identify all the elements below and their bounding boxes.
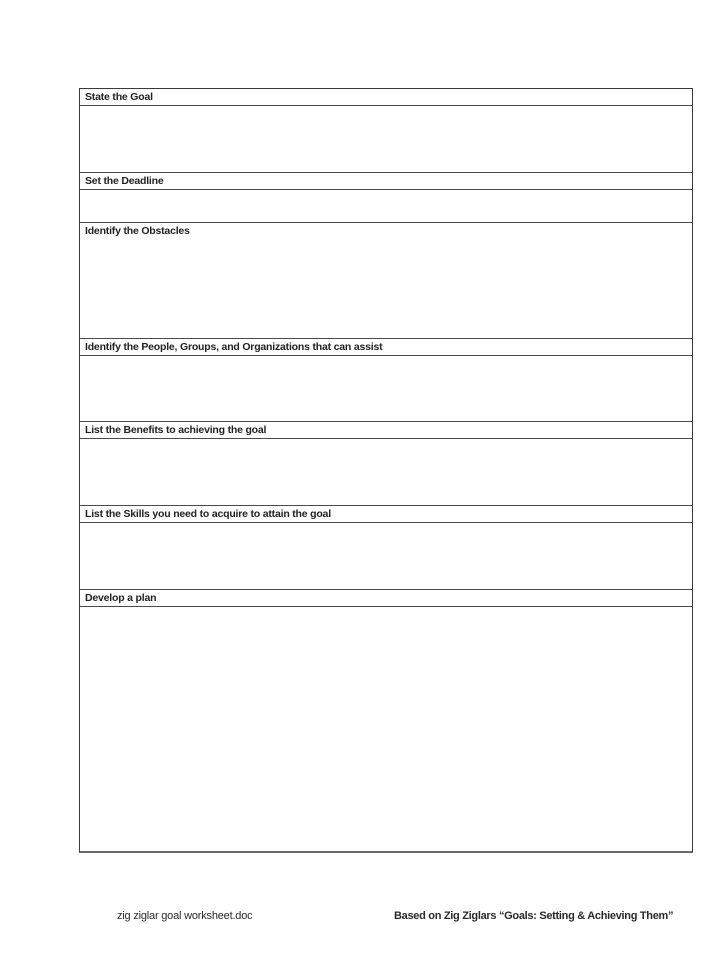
footer-attribution: Based on Zig Ziglars “Goals: Setting & Achieving Them” (394, 910, 674, 922)
section-body-state-goal[interactable] (80, 106, 692, 173)
section-body-obstacles[interactable] (80, 240, 692, 339)
section-header-people-groups: Identify the People, Groups, and Organizations that can assist (80, 339, 692, 356)
section-body-benefits[interactable] (80, 439, 692, 506)
section-header-deadline: Set the Deadline (80, 173, 692, 190)
footer-filename: zig ziglar goal worksheet.doc (117, 910, 253, 922)
section-body-plan[interactable] (80, 607, 692, 851)
section-header-plan: Develop a plan (80, 590, 692, 607)
section-body-skills[interactable] (80, 523, 692, 590)
section-header-benefits: List the Benefits to achieving the goal (80, 422, 692, 439)
section-body-people-groups[interactable] (80, 356, 692, 422)
section-header-obstacles: Identify the Obstacles (85, 225, 190, 237)
section-body-deadline[interactable] (80, 190, 692, 223)
section-header-skills: List the Skills you need to acquire to attain the goal (80, 506, 692, 523)
goal-worksheet-table (79, 88, 693, 853)
section-header-state-goal: State the Goal (80, 89, 692, 106)
